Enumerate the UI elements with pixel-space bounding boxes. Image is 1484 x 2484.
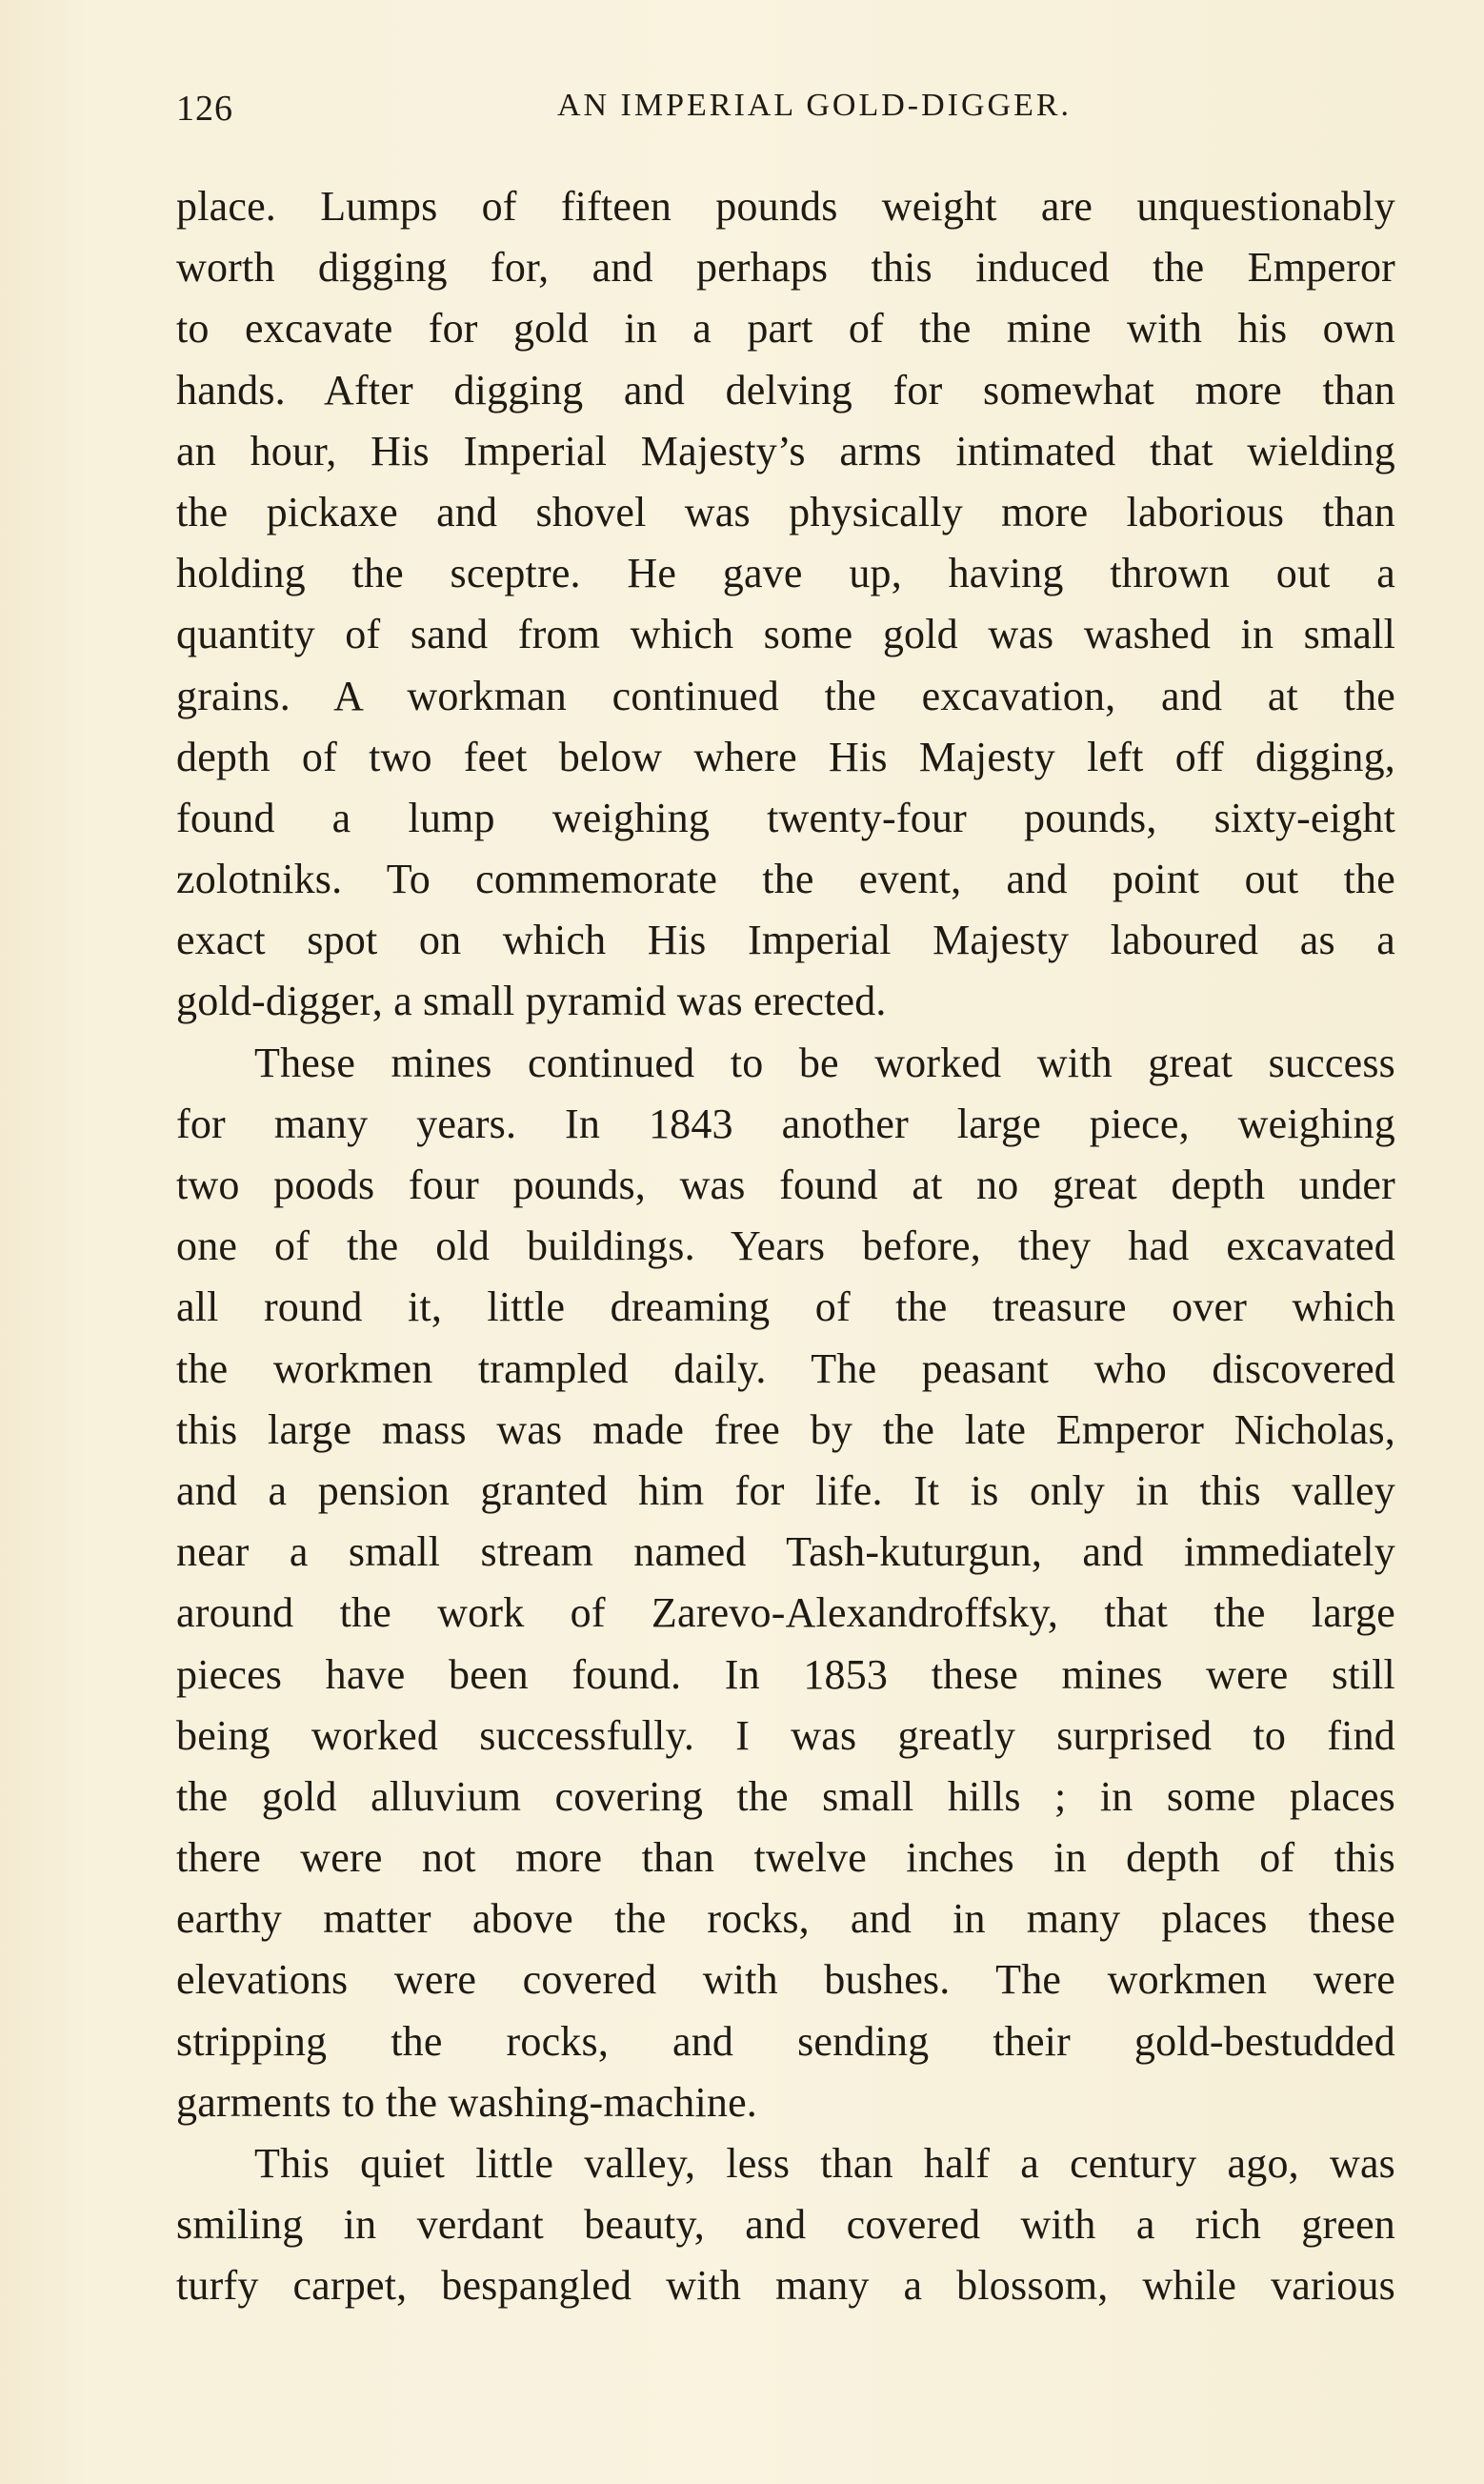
text-line: near a small stream named Tash-kuturgun, and immediately bbox=[176, 1528, 1395, 1576]
text-line: and a pension granted him for life. It is only in this valley bbox=[176, 1466, 1395, 1514]
text-line: there were not more than twelve inches in depth of this bbox=[176, 1834, 1395, 1882]
body-text bbox=[176, 176, 1395, 2317]
text-line: This quiet little valley, less than half a century ago, was bbox=[254, 2140, 1395, 2187]
text-line: stripping the rocks, and sending their gold-bestudded bbox=[176, 2017, 1395, 2065]
text-line: around the work of Zarevo-Alexandroffsky, that the large bbox=[176, 1589, 1395, 1637]
text-line: turfy carpet, bespangled with many a blossom, while various bbox=[176, 2262, 1395, 2310]
text-line: garments to the washing-machine. bbox=[176, 2078, 758, 2126]
text-line: grains. A workman continued the excavation, and at the bbox=[176, 672, 1395, 719]
text-line: quantity of sand from which some gold was washed in small bbox=[176, 611, 1395, 658]
text-line: worth digging for, and perhaps this induced the Emperor bbox=[176, 244, 1395, 292]
text-line: this large mass was made free by the late Emperor Nicholas, bbox=[176, 1405, 1395, 1453]
text-line: the workmen trampled daily. The peasant who discovered bbox=[176, 1344, 1395, 1392]
text-line: depth of two feet below where His Majesty left off digging, bbox=[176, 733, 1395, 780]
text-line: an hour, His Imperial Majesty’s arms intimated that wielding bbox=[176, 427, 1395, 475]
text-line: exact spot on which His Imperial Majesty laboured as a bbox=[176, 917, 1395, 964]
text-line: smiling in verdant beauty, and covered with a rich green bbox=[176, 2201, 1395, 2249]
text-line: found a lump weighing twenty-four pounds, sixty-eight bbox=[176, 794, 1395, 841]
text-line: all round it, little dreaming of the treasure over which bbox=[176, 1283, 1395, 1331]
text-line: elevations were covered with bushes. The workmen were bbox=[176, 1956, 1395, 2004]
text-line: holding the sceptre. He gave up, having thrown out a bbox=[176, 550, 1395, 597]
text-line: zolotniks. To commemorate the event, and point out the bbox=[176, 856, 1395, 903]
text-line: pieces have been found. In 1853 these mines were still bbox=[176, 1650, 1395, 1698]
text-line: to excavate for gold in a part of the mine with his own bbox=[176, 305, 1395, 353]
text-line: for many years. In 1843 another large piece, weighing bbox=[176, 1100, 1395, 1147]
text-line: the pickaxe and shovel was physically more laborious than bbox=[176, 488, 1395, 535]
text-line: being worked successfully. I was greatly surprised to find bbox=[176, 1711, 1395, 1759]
text-line: These mines continued to be worked with great success bbox=[254, 1039, 1395, 1086]
running-title: AN IMPERIAL GOLD-DIGGER. bbox=[556, 88, 1073, 123]
page-header bbox=[176, 88, 1395, 135]
text-line: earthy matter above the rocks, and in many places these bbox=[176, 1895, 1395, 1943]
text-line: two poods four pounds, was found at no great depth under bbox=[176, 1161, 1395, 1208]
page-number: 126 bbox=[176, 89, 233, 129]
text-line: place. Lumps of fifteen pounds weight are unquestionably bbox=[176, 183, 1395, 230]
text-line: hands. After digging and delving for somewhat more than bbox=[176, 366, 1395, 414]
text-line: gold-digger, a small pyramid was erected. bbox=[176, 978, 887, 1025]
text-line: the gold alluvium covering the small hills ; in some places bbox=[176, 1772, 1395, 1820]
text-line: one of the old buildings. Years before, they had excavated bbox=[176, 1222, 1395, 1270]
